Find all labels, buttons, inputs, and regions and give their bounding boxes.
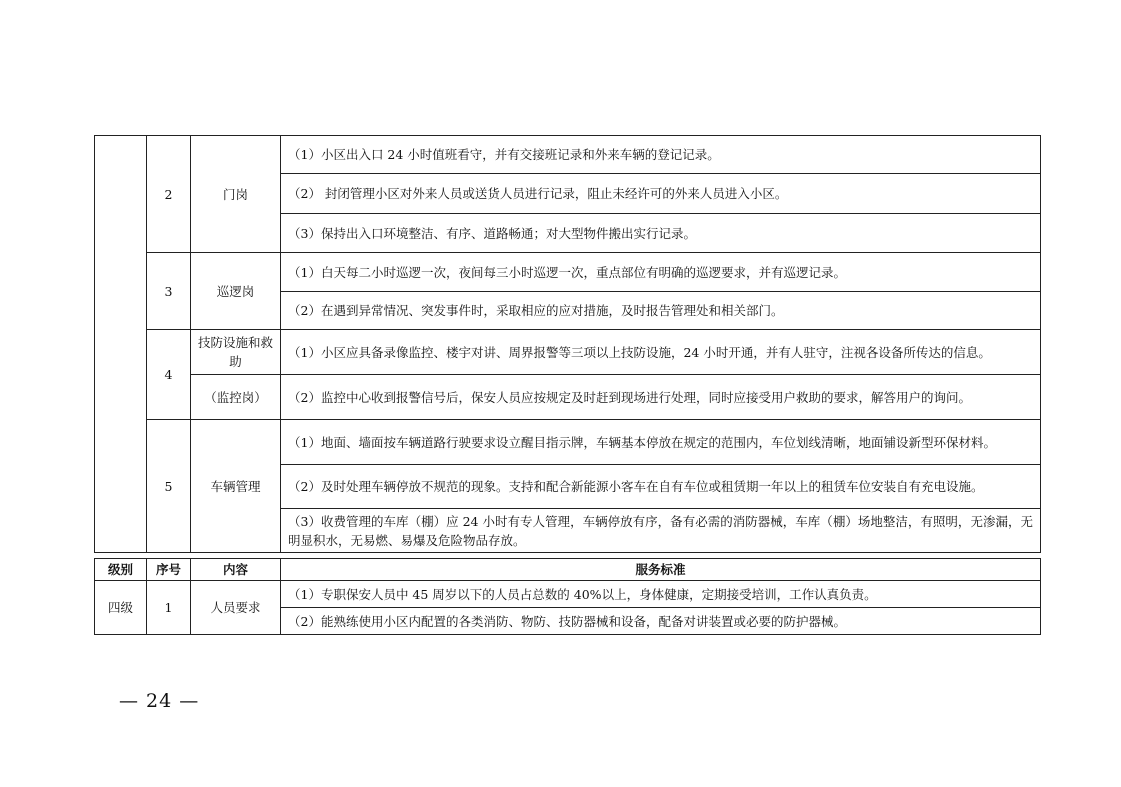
header-level: 级别	[95, 559, 147, 581]
seq-cell: 3	[147, 253, 191, 330]
standard-cell: （1）地面、墙面按车辆道路行驶要求设立醒目指示牌，车辆基本停放在规定的范围内，车位划线清晰，地面铺设新型环保材料。	[281, 420, 1041, 465]
table-row	[95, 375, 1041, 420]
content-cell: 门岗	[191, 136, 281, 253]
standard-cell: （1）小区出入口 24 小时值班看守，并有交接班记录和外来车辆的登记记录。	[281, 136, 1041, 174]
standard-cell: （2）监控中心收到报警信号后，保安人员应按规定及时赶到现场进行处理，同时应接受用户救助的要求，解答用户的询问。	[281, 375, 1041, 420]
content-cell: 人员要求	[191, 581, 281, 635]
content-cell: 车辆管理	[191, 420, 281, 553]
level4-table	[94, 558, 1041, 635]
seq-cell: 1	[147, 581, 191, 635]
table-row	[95, 136, 1041, 174]
table-row	[95, 581, 1041, 608]
seq-cell: 2	[147, 136, 191, 253]
standard-cell: （2）在遇到异常情况、突发事件时，采取相应的应对措施，及时报告管理处和相关部门。	[281, 292, 1041, 330]
content-sub-cell: （监控岗）	[191, 375, 281, 420]
table-row	[95, 420, 1041, 465]
header-content: 内容	[191, 559, 281, 581]
content-cell: 技防设施和救助	[191, 330, 281, 375]
standard-cell: （2）能熟练使用小区内配置的各类消防、物防、技防器械和设备，配备对讲装置或必要的防护器械。	[281, 608, 1041, 635]
seq-cell: 4	[147, 330, 191, 420]
standard-cell: （1）白天每二小时巡逻一次，夜间每三小时巡逻一次，重点部位有明确的巡逻要求，并有巡逻记录。	[281, 253, 1041, 292]
page-number: — 24 —	[119, 690, 200, 712]
standard-cell: （2）及时处理车辆停放不规范的现象。支持和配合新能源小客车在自有车位或租赁期一年以上的租赁车位安装自有充电设施。	[281, 465, 1041, 509]
level-cell-continued	[95, 136, 147, 553]
standard-cell: （3）保持出入口环境整洁、有序、道路畅通；对大型物件搬出实行记录。	[281, 214, 1041, 253]
standard-cell: （1）专职保安人员中 45 周岁以下的人员占总数的 40%以上，身体健康，定期接受培训，工作认真负责。	[281, 581, 1041, 608]
level-cell: 四级	[95, 581, 147, 635]
table-row	[95, 253, 1041, 292]
standard-cell: （1）小区应具备录像监控、楼宇对讲、周界报警等三项以上技防设施，24 小时开通，并有人驻守，注视各设备所传达的信息。	[281, 330, 1041, 375]
standard-cell: （3）收费管理的车库（棚）应 24 小时有专人管理，车辆停放有序，备有必需的消防器械，车库（棚）场地整洁，有照明，无渗漏，无明显积水，无易燃、易爆及危险物品存放。	[281, 509, 1041, 553]
header-seq: 序号	[147, 559, 191, 581]
content-cell: 巡逻岗	[191, 253, 281, 330]
standard-cell: （2） 封闭管理小区对外来人员或送货人员进行记录，阻止未经许可的外来人员进入小区。	[281, 174, 1041, 214]
header-standard: 服务标准	[281, 559, 1041, 581]
seq-cell: 5	[147, 420, 191, 553]
service-standard-table	[94, 135, 1041, 553]
table-header-row	[95, 559, 1041, 581]
table-row	[95, 330, 1041, 375]
